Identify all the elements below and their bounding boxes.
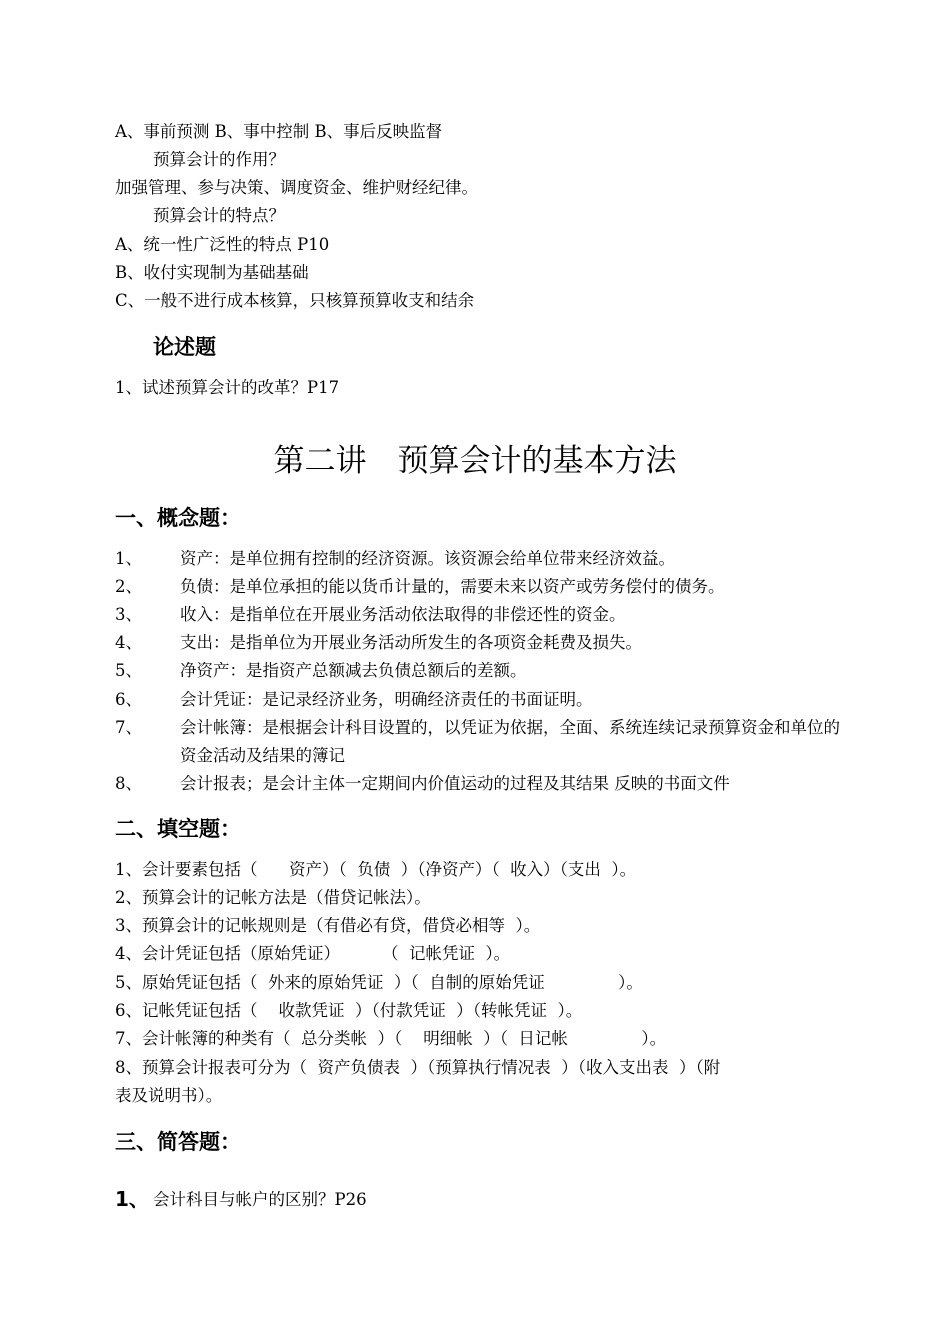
- concept-definition: 负债：是单位承担的能以货币计量的，需要未来以资产或劳务偿付的债务。: [180, 577, 725, 596]
- concept-definition: 资产：是单位拥有控制的经济资源。该资源会给单位带来经济效益。: [180, 549, 675, 568]
- concept-number: 2、: [115, 577, 142, 596]
- fill-blank-item: 8、预算会计报表可分为（ 资产负债表 ）（预算执行情况表 ）（收入支出表 ）（附: [115, 1058, 721, 1077]
- intro-line: C、一般不进行成本核算，只核算预算收支和结余: [115, 291, 475, 310]
- concept-number: 7、: [115, 718, 142, 737]
- concept-definition: 净资产：是指资产总额减去负债总额后的差额。: [180, 661, 527, 680]
- intro-line: A、统一性广泛性的特点 P10: [115, 235, 330, 254]
- fill-blank-item: 3、预算会计的记帐规则是（有借必有贷，借贷必相等 ）。: [115, 916, 541, 935]
- concept-definition: 会计报表；是会计主体一定期间内价值运动的过程及其结果 反映的书面文件: [180, 774, 730, 793]
- essay-heading: 论述题: [153, 335, 216, 359]
- concept-definition: 会计凭证：是记录经济业务，明确经济责任的书面证明。: [180, 690, 593, 709]
- concepts-heading: 一、概念题：: [115, 506, 241, 530]
- intro-line: 加强管理、参与决策、调度资金、维护财经纪律。: [115, 178, 478, 197]
- concept-number: 6、: [115, 690, 142, 709]
- concept-definition: 支出：是指单位为开展业务活动所发生的各项资金耗费及损失。: [180, 633, 642, 652]
- fill-blank-item: 4、会计凭证包括（原始凭证） （ 记帐凭证 ）。: [115, 944, 511, 963]
- intro-question: 预算会计的作用？: [153, 150, 285, 169]
- short-answer-item: 会计科目与帐户的区别？P26: [153, 1190, 367, 1209]
- intro-question: 预算会计的特点？: [153, 206, 285, 225]
- fill-blank-item: 2、预算会计的记帐方法是（借贷记帐法）。: [115, 888, 431, 907]
- fill-blank-item: 表及说明书）。: [115, 1086, 223, 1105]
- fill-blank-item: 1、会计要素包括（ 资产）（ 负债 ）（净资产）（ 收入）（支出 ）。: [115, 860, 637, 879]
- fill-blank-item: 7、会计帐簿的种类有（ 总分类帐 ）（ 明细帐 ）（ 日记帐 ）。: [115, 1029, 667, 1048]
- intro-line: B、收付实现制为基础基础: [115, 263, 309, 282]
- concept-number: 8、: [115, 774, 142, 793]
- concept-number: 5、: [115, 661, 142, 680]
- short-answer-number: 1、: [115, 1187, 149, 1211]
- short-answer-heading: 三、简答题：: [115, 1130, 241, 1154]
- concept-definition: 收入：是指单位在开展业务活动依法取得的非偿还性的资金。: [180, 605, 626, 624]
- concept-number: 4、: [115, 633, 142, 652]
- concept-number: 1、: [115, 549, 142, 568]
- fill-blank-item: 6、记帐凭证包括（ 收款凭证 ）（付款凭证 ）（转帐凭证 ）。: [115, 1001, 583, 1020]
- concept-number: 3、: [115, 605, 142, 624]
- fill-blank-heading: 二、填空题：: [115, 817, 241, 841]
- fill-blank-item: 5、原始凭证包括（ 外来的原始凭证 ）（ 自制的原始凭证 ）。: [115, 973, 643, 992]
- lecture-title: 第二讲 预算会计的基本方法: [273, 443, 677, 479]
- essay-item: 1、试述预算会计的改革？P17: [115, 378, 340, 397]
- intro-line: A、事前预测 B、事中控制 B、事后反映监督: [115, 122, 443, 141]
- concept-definition: 会计帐簿：是根据会计科目设置的，以凭证为依据，全面、系统连续记录预算资金和单位的资金活动及结果的簿记: [180, 718, 840, 765]
